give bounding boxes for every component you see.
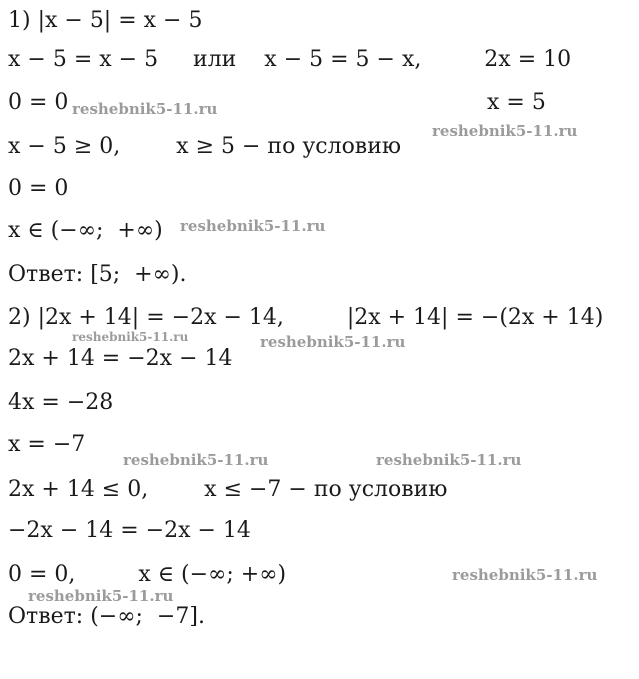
part1-interval: x ∈ (−∞; +∞) [8, 218, 163, 243]
part2-case-eq: 2x + 14 = −2x − 14 [8, 346, 233, 371]
watermark: reshebnik5-11.ru [123, 451, 269, 469]
part1-identity-2: 0 = 0 [8, 176, 69, 201]
watermark: reshebnik5-11.ru [72, 330, 189, 344]
part2-condition: 2x + 14 ≤ 0, x ≤ −7 − по условию [8, 477, 448, 502]
part1-condition: x − 5 ≥ 0, x ≥ 5 − по условию [8, 134, 402, 159]
watermark: reshebnik5-11.ru [260, 333, 406, 351]
watermark: reshebnik5-11.ru [452, 566, 598, 584]
part1-root: x = 5 [487, 90, 546, 115]
part2-identity: 0 = 0, x ∈ (−∞; +∞) [8, 562, 287, 587]
part1-identity: 0 = 0 [8, 90, 69, 115]
watermark: reshebnik5-11.ru [72, 100, 218, 118]
part1-equation: 1) |x − 5| = x − 5 [8, 8, 203, 33]
watermark: reshebnik5-11.ru [180, 217, 326, 235]
part2-case-eq-2: −2x − 14 = −2x − 14 [8, 518, 251, 543]
part2-equation: 2) |2x + 14| = −2x − 14, |2x + 14| = −(2x + 14) [8, 305, 604, 330]
watermark: reshebnik5-11.ru [376, 451, 522, 469]
part2-step: 4x = −28 [8, 390, 114, 415]
part1-cases: x − 5 = x − 5 или x − 5 = 5 − x, 2x = 10 [8, 47, 572, 72]
part2-root: x = −7 [8, 432, 86, 457]
part2-answer: Ответ: (−∞; −7]. [8, 604, 205, 629]
watermark: reshebnik5-11.ru [28, 587, 174, 605]
watermark: reshebnik5-11.ru [432, 122, 578, 140]
part1-answer: Ответ: [5; +∞). [8, 262, 187, 287]
